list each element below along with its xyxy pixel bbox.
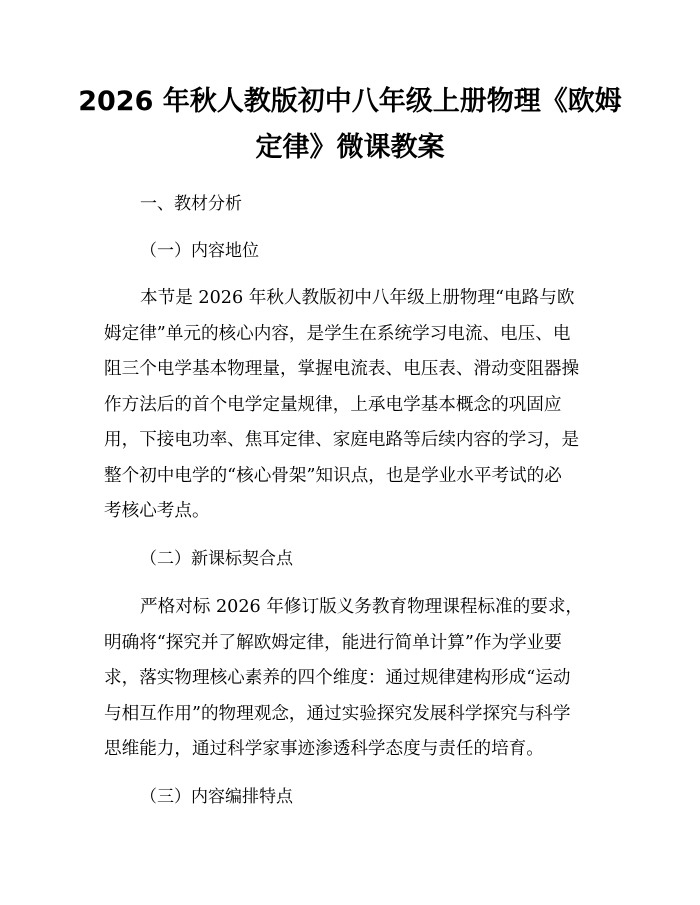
paragraph-line: 整个初中电学的“核心骨架”知识点，也是学业水平考试的必: [104, 465, 562, 486]
paragraph-content-position: [104, 281, 604, 530]
subsection-heading-content-arrangement: （三）内容编排特点: [140, 787, 293, 807]
paragraph-line: 作方法后的首个电学定量规律，上承电学基本概念的巩固应: [104, 394, 562, 415]
paragraph-line: 用，下接电功率、焦耳定律、家庭电路等后续内容的学习，是: [104, 430, 580, 450]
paragraph-line: 姆定律”单元的核心内容，是学生在系统学习电流、电压、电: [104, 323, 571, 344]
document-title-line-2: 定律》微课教案: [255, 132, 445, 163]
paragraph-line: 本节是 2026 年秋人教版初中八年级上册物理“电路与欧: [140, 288, 575, 308]
paragraph-line: 求，落实物理核心素养的四个维度：通过规律建构形成“运动: [104, 668, 571, 688]
subsection-heading-curriculum-alignment: （二）新课标契合点: [140, 549, 293, 569]
paragraph-line: 严格对标 2026 年修订版义务教育物理课程标准的要求，: [140, 597, 584, 617]
section-heading-teaching-material-analysis: 一、教材分析: [140, 194, 242, 214]
paragraph-line: 阻三个电学基本物理量，掌握电流表、电压表、滑动变阻器操: [104, 359, 580, 379]
paragraph-line: 思维能力，通过科学家事迹渗透科学态度与责任的培育。: [104, 739, 544, 759]
document-title-line-1: 2026 年秋人教版初中八年级上册物理《欧姆: [78, 86, 622, 117]
paragraph-line: 明确将“探究并了解欧姆定律，能进行简单计算”作为学业要: [104, 632, 562, 653]
subsection-heading-content-position: （一）内容地位: [140, 241, 259, 261]
paragraph-line: 与相互作用”的物理观念，通过实验探究发展科学探究与科学: [104, 703, 571, 724]
paragraph-line: 考核心考点。: [104, 501, 210, 521]
paragraph-curriculum-alignment: [104, 590, 604, 768]
